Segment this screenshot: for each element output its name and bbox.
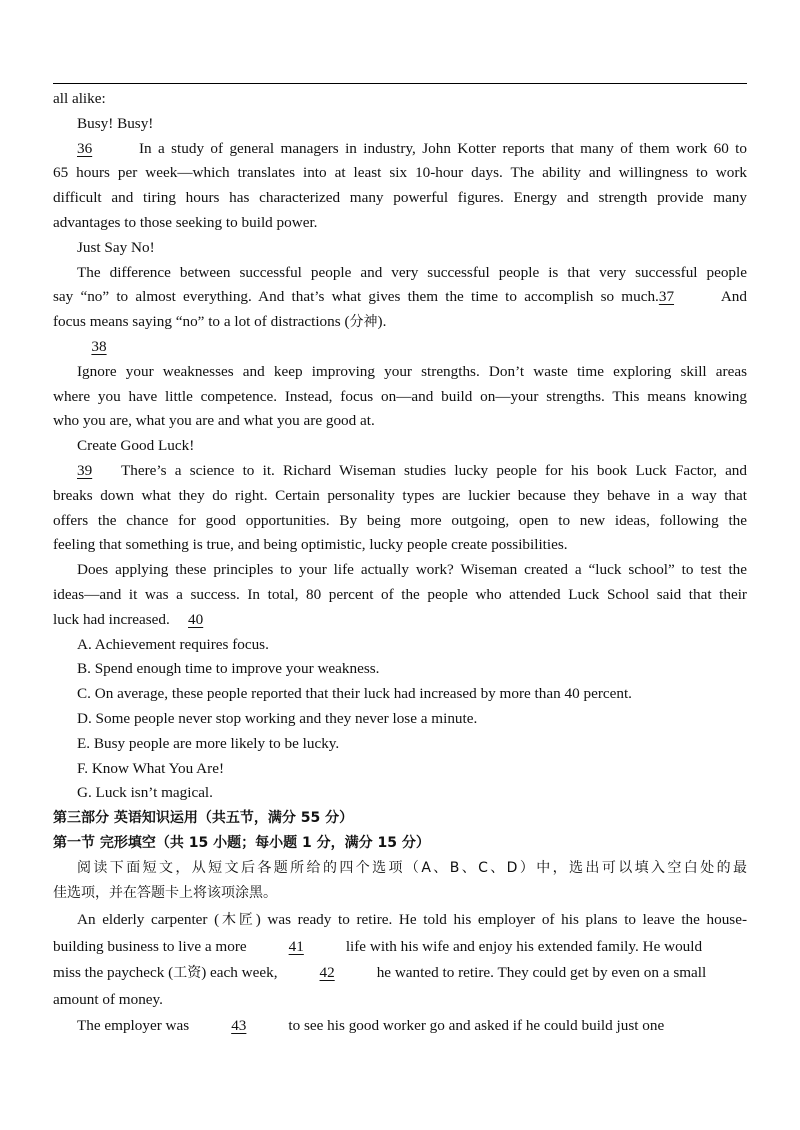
option-e: E. Busy people are more likely to be lucky. <box>77 734 340 752</box>
exam-page <box>53 87 747 1040</box>
option-b: B. Spend enough time to improve your weakness. <box>77 660 380 678</box>
passage-line: breaks down what they do right. Certain personality types are luckier because they behave in a way that <box>53 486 747 504</box>
passage-line: feeling that something is true, and being optimistic, lucky people create possibilities. <box>53 536 568 554</box>
header-rule <box>53 83 747 84</box>
blank-36[interactable]: 36 <box>77 139 93 157</box>
blank-37[interactable]: 37 <box>658 288 675 306</box>
passage-line: focus means saying “no” to a lot of distractions (分神). <box>53 313 387 331</box>
passage-line: Does applying these principles to your life actually work? Wiseman created a “luck school” to test the <box>77 561 747 579</box>
section-title: 第三部分 英语知识运用（共五节，满分 55 分） <box>53 810 354 827</box>
blank-40[interactable]: 40 <box>188 610 204 628</box>
cloze-line: The employer was 43 to see his good worker go and asked if he could build just one <box>53 1013 747 1040</box>
cloze-line: amount of money. <box>53 990 163 1008</box>
passage-line: difficult and tiring hours has characterized many powerful figures. Energy and strength provide many <box>53 189 747 207</box>
option-f: F. Know What You Are! <box>77 759 225 777</box>
passage-line: where you have little competence. Instead, focus on—and build on—your strengths. This means knowing <box>53 387 747 405</box>
option-g: G. Luck isn’t magical. <box>77 784 213 802</box>
passage-line: ideas—and it was a success. In total, 80 percent of the people who attended Luck School said that their <box>53 585 747 603</box>
subheading-busy: Busy! Busy! <box>77 114 154 132</box>
blank-39[interactable]: 39 <box>77 461 93 479</box>
blank-42[interactable]: 42 <box>319 964 335 982</box>
blank-41[interactable]: 41 <box>288 937 304 955</box>
cloze-part-title: 第一节 完形填空（共 15 小题；每小题 1 分，满分 15 分） <box>53 834 430 851</box>
passage-line: say “no” to almost everything. And that’s what gives them the time to accomplish so much.37 And <box>53 285 747 310</box>
option-a: A. Achievement requires focus. <box>77 635 269 653</box>
passage-line: 36 In a study of general managers in industry, John Kotter reports that many of them work 60 to <box>53 137 747 162</box>
cloze-line: miss the paycheck (工资) each week, 42 he wanted to retire. They could get by even on a small <box>53 960 747 987</box>
subheading-just-say-no: Just Say No! <box>77 238 155 256</box>
cloze-instructions: 佳选项，并在答题卡上将该项涂黑。 <box>53 884 277 901</box>
cloze-line: building business to live a more 41 life with his wife and enjoy his extended family. He would <box>53 934 747 961</box>
passage-line: who you are, what you are and what you are good at. <box>53 412 375 430</box>
passage-line: The difference between successful people and very successful people is that very successful people <box>77 263 747 281</box>
blank-43[interactable]: 43 <box>231 1017 247 1035</box>
option-d: D. Some people never stop working and they never lose a minute. <box>77 709 478 727</box>
passage-line: advantages to those seeking to build power. <box>53 213 318 231</box>
cloze-line: An elderly carpenter (木匠) was ready to retire. He told his employer of his plans to leave the house- <box>77 911 748 929</box>
blank-38[interactable]: 38 <box>91 337 107 355</box>
cloze-instructions: 阅读下面短文，从短文后各题所给的四个选项（A、B、C、D）中，选出可以填入空白处的最 <box>77 859 747 876</box>
passage-line: 39 There’s a science to it. Richard Wiseman studies lucky people for his book Luck Factor, and <box>53 459 747 484</box>
passage-line: all alike: <box>53 90 106 107</box>
passage-line: offers the chance for good opportunities. By being more outgoing, open to new ideas, following the <box>53 511 747 529</box>
passage-line <box>53 335 747 360</box>
passage-line: luck had increased. 40 <box>53 608 747 633</box>
passage-line: 65 hours per week—which translates into at least six 10-hour days. The ability and willingness to work <box>53 164 747 182</box>
passage-line: Ignore your weaknesses and keep improving your strengths. Don’t waste time exploring skill areas <box>77 362 747 380</box>
option-c: C. On average, these people reported that their luck had increased by more than 40 percent. <box>77 685 632 703</box>
subheading-create-good-luck: Create Good Luck! <box>77 437 195 455</box>
